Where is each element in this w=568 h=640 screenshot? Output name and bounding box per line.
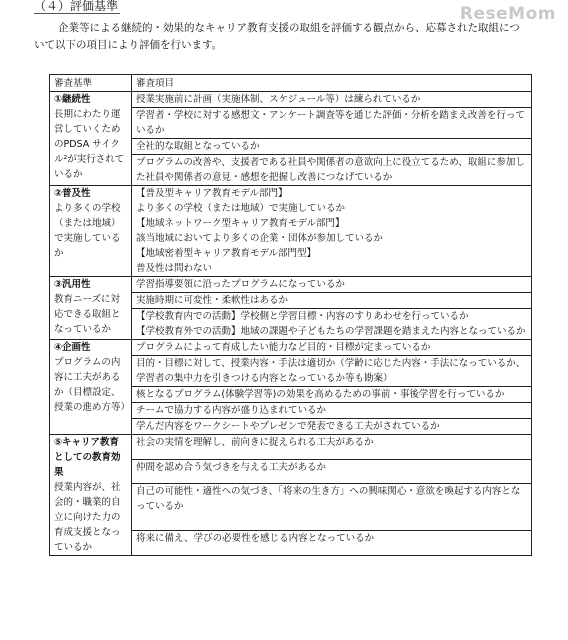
item-cell: プログラムの改善や、支援者である社員や関係者の意欲向上に役立てるため、取組に参加した社員や関係者の意見・感想を把握し改善につなげているか — [132, 155, 532, 186]
intro-line-1: 企業等による継続的・効果的なキャリア教育支援の取組を評価する観点から、応募された取組につ — [58, 22, 520, 34]
table-row — [50, 277, 532, 293]
item-cell — [132, 309, 532, 340]
criteria-title: ③汎用性 — [54, 279, 91, 290]
item-line: 【普及型キャリア教育モデル部門】 — [136, 188, 288, 199]
item-line: 【学校教育内での活動】学校側と学習目標・内容のすりあわせを行っているか — [136, 311, 469, 322]
item-line: 【学校教育外での活動】地域の課題や子どもたちの学習課題を踏まえた内容となっているか — [136, 326, 526, 337]
item-cell: 学んだ内容をワークシートやプレゼンで発表できる工夫がされているか — [132, 419, 532, 435]
item-line: 【地域密着型キャリア教育モデル部門型】 — [136, 248, 317, 259]
header-criteria: 審査基準 — [50, 75, 132, 92]
item-cell: 仲間を認め合う気づきを与える工夫があるか — [132, 459, 532, 484]
item-cell: 学習者・学校に対する感想文・アンケート調査等を通じた評価・分析を踏まえ改善を行っているか — [132, 108, 532, 139]
criteria-title: ②普及性 — [54, 188, 91, 199]
criteria-cell — [50, 277, 132, 340]
item-cell: 自己の可能性・適性への気づき、「将来の生き方」への興味関心・意欲を喚起する内容となっているか — [132, 484, 532, 531]
intro-paragraph — [34, 20, 534, 54]
watermark-logo: ReseMom — [459, 4, 556, 24]
criteria-cell — [50, 435, 132, 556]
item-cell: 核となるプログラム(体験学習等)の効果を高めるための事前・事後学習を行っているか — [132, 387, 532, 403]
criteria-description: より多くの学校（または地域）で実施しているか — [54, 203, 121, 259]
item-cell: プログラムによって育成したい能力など目的・目標が定まっているか — [132, 340, 532, 356]
item-cell: 学習指導要領に沿ったプログラムになっているか — [132, 277, 532, 293]
intro-line-2: いて以下の項目により評価を行います。 — [34, 39, 223, 51]
item-cell: 将来に備え、学びの必要性を感じる内容となっているか — [132, 531, 532, 556]
criteria-title: ④企画性 — [54, 342, 91, 353]
table-row — [50, 435, 532, 460]
header-items: 審査項目 — [132, 75, 532, 92]
criteria-cell — [50, 186, 132, 277]
item-cell: 全社的な取組となっているか — [132, 139, 532, 155]
item-cell: 授業実施前に計画（実施体制、スケジュール等）は練られているか — [132, 92, 532, 108]
heading-underline — [34, 13, 120, 14]
criteria-description: プログラムの内容に工夫があるか（目標設定、授業の進め方等） — [54, 357, 131, 413]
criteria-cell — [50, 340, 132, 435]
item-line: 普及性は問わない — [136, 263, 213, 274]
item-cell: 社会の実情を理解し、前向きに捉えられる工夫があるか — [132, 435, 532, 460]
item-cell: チームで協力する内容が盛り込まれているか — [132, 403, 532, 419]
item-line: 【地域ネットワーク型キャリア教育モデル部門】 — [136, 218, 345, 229]
item-cell: 目的・目標に対して、授業内容・手法は適切か（学齢に応じた内容・手法になっているか、学習者の集中力を引きつける内容となっているか等も勘案） — [132, 356, 532, 387]
criteria-cell — [50, 92, 132, 186]
item-cell — [132, 186, 532, 277]
criteria-description: 授業内容が、社会的・職業的自立に向けた力の育成支援となっているか — [54, 482, 121, 553]
table-row — [50, 92, 532, 108]
section-heading: （４）評価基準 — [34, 0, 119, 13]
criteria-title: ⑤キャリア教育としての教育効果 — [54, 437, 121, 478]
item-line: 該当地域においてより多くの企業・団体が参加しているか — [136, 233, 384, 244]
criteria-title: ①継続性 — [54, 94, 91, 105]
criteria-table — [49, 74, 532, 556]
item-line: より多くの学校（または地域）で実施しているか — [136, 203, 346, 214]
table-header-row — [50, 75, 532, 92]
criteria-description: 長期にわたり運営していくためのPDSA サイクル²が実行されているか — [54, 109, 125, 180]
table-row — [50, 340, 532, 356]
table-row — [50, 186, 532, 277]
item-cell: 実施時期に可変性・柔軟性はあるか — [132, 293, 532, 309]
criteria-description: 教育ニーズに対応できる取組となっているか — [54, 294, 121, 335]
